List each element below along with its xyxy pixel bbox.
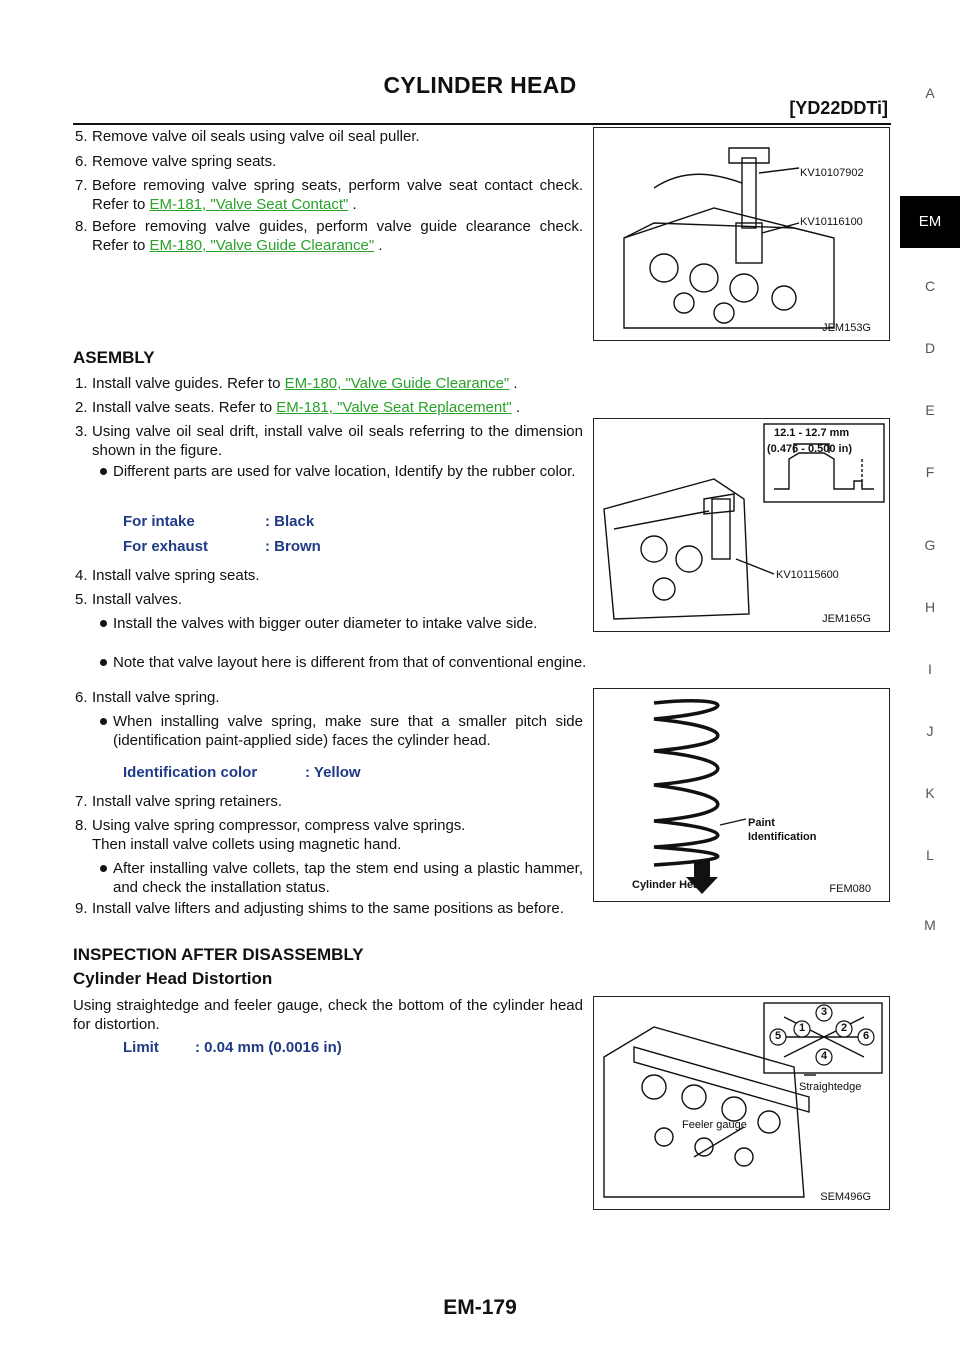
spec-intake-label: For intake	[123, 513, 195, 530]
spec-exhaust-label: For exhaust	[123, 538, 209, 555]
heading-assembly: ASEMBLY	[73, 348, 155, 367]
figure-code-2: JEM165G	[822, 613, 871, 625]
figure-code-3: FEM080	[829, 883, 871, 895]
step-install-spring-seats: 4. Install valve spring seats.	[75, 567, 260, 584]
step-valve-guide-check: 8. Before removing valve guides, perform valve guide clearance check. Refer to EM-180, "Valve Guide Clearance" .	[75, 218, 583, 254]
figure-code-4: SEM496G	[820, 1191, 871, 1203]
step-remove-spring-seats: 6. Remove valve spring seats.	[75, 153, 277, 170]
step-install-lifters: 9. Install valve lifters and adjusting shims to the same positions as before.	[75, 900, 564, 917]
bullet-rubber-color: Different parts are used for valve location, Identify by the rubber color.	[113, 462, 583, 481]
page-number: EM-179	[443, 1296, 517, 1319]
tab-i[interactable]: I	[928, 661, 932, 677]
figure-head-distortion	[593, 996, 890, 1210]
bullet-tap-stem: After installing valve collets, tap the stem end using a plastic hammer, and check the installation status.	[113, 859, 583, 897]
oil-seal-puller-illustration	[594, 128, 889, 340]
link-valve-seat-contact[interactable]: EM-181, "Valve Seat Contact"	[149, 196, 349, 213]
step-install-oil-seals: 3. Using valve oil seal drift, install valve oil seals referring to the dimension shown in the figure.	[75, 423, 583, 459]
step-install-seats: 2. Install valve seats. Refer to EM-181, "Valve Seat Replacement" .	[75, 399, 521, 416]
spec-color-value: : Yellow	[305, 764, 361, 781]
tool-label-drift: KV10115600	[776, 569, 839, 581]
feeler-gauge-label: Feeler gauge	[682, 1119, 747, 1131]
heading-inspection: INSPECTION AFTER DISASSEMBLY	[73, 945, 364, 964]
text-distortion-check: Using straightedge and feeler gauge, check the bottom of the cylinder head for distortion.	[73, 997, 583, 1033]
page-title: CYLINDER HEAD	[383, 72, 577, 98]
content-column	[73, 0, 587, 1358]
cylinder-head-label: Cylinder Head	[632, 879, 706, 891]
tab-f[interactable]: F	[925, 464, 935, 480]
paint-label-1: Paint	[748, 817, 775, 829]
tab-e[interactable]: E	[925, 402, 935, 418]
figure-oil-seal-puller	[593, 127, 890, 341]
bullet-pitch-side: When installing valve spring, make sure that a smaller pitch side (identification paint-applied side) faces the cylinder head.	[113, 712, 583, 750]
tab-l[interactable]: L	[926, 847, 934, 863]
valve-spring-illustration	[594, 689, 889, 901]
link-valve-guide-clearance-2[interactable]: EM-180, "Valve Guide Clearance"	[284, 375, 510, 392]
dim-label-in: (0.476 - 0.500 in)	[767, 443, 852, 455]
link-valve-guide-clearance[interactable]: EM-180, "Valve Guide Clearance"	[149, 237, 375, 254]
tab-c[interactable]: C	[924, 278, 936, 294]
tab-em[interactable]: EM	[900, 196, 960, 248]
tab-a[interactable]: A	[925, 85, 935, 101]
spec-limit-label: Limit	[123, 1039, 159, 1056]
spec-color-label: Identification color	[123, 764, 258, 781]
spec-intake-value: : Black	[265, 513, 315, 530]
figure-code-1: JEM153G	[822, 322, 871, 334]
straightedge-label: Straightedge	[799, 1081, 862, 1093]
position-6: 6	[862, 1030, 870, 1042]
position-2: 2	[840, 1022, 848, 1034]
figure-valve-spring	[593, 688, 890, 902]
figure-oil-seal-drift	[593, 418, 890, 632]
paint-label-2: Identification	[748, 831, 817, 843]
position-3: 3	[820, 1006, 828, 1018]
position-5: 5	[774, 1030, 782, 1042]
step-install-retainers: 7. Install valve spring retainers.	[75, 793, 283, 810]
link-valve-seat-replacement[interactable]: EM-181, "Valve Seat Replacement"	[276, 399, 512, 416]
spec-exhaust-value: : Brown	[265, 538, 321, 555]
step-install-spring: 6. Install valve spring.	[75, 689, 220, 706]
tab-d[interactable]: D	[924, 340, 936, 356]
spec-limit-value: : 0.04 mm (0.0016 in)	[195, 1039, 342, 1056]
step-install-guides: 1. Install valve guides. Refer to EM-180, "Valve Guide Clearance" .	[75, 375, 518, 392]
tab-j[interactable]: J	[926, 723, 934, 739]
position-4: 4	[820, 1050, 828, 1062]
step-remove-oil-seals: 5. Remove valve oil seals using valve oil seal puller.	[75, 128, 420, 145]
position-1: 1	[798, 1022, 806, 1034]
tab-m[interactable]: M	[924, 917, 936, 933]
tab-h[interactable]: H	[924, 599, 936, 615]
bullet-valve-diameter: Install the valves with bigger outer diameter to intake valve side.	[113, 614, 583, 633]
tab-g[interactable]: G	[924, 537, 936, 553]
heading-head-distortion: Cylinder Head Distortion	[73, 969, 273, 988]
tool-label-2: KV10116100	[800, 216, 863, 228]
dim-label-mm: 12.1 - 12.7 mm	[774, 427, 850, 439]
bullet-valve-layout: Note that valve layout here is different from that of conventional engine.	[113, 653, 713, 672]
step-install-valves: 5. Install valves.	[75, 591, 183, 608]
step-compress-springs: 8. Using valve spring compressor, compress valve springs. Then install valve collets using magnetic hand.	[75, 817, 466, 853]
tab-k[interactable]: K	[925, 785, 935, 801]
engine-code: [YD22DDTi]	[789, 98, 888, 118]
step-valve-seat-check: 7. Before removing valve spring seats, perform valve seat contact check. Refer to EM-181, "Valve Seat Contact" .	[75, 177, 583, 213]
tool-label-1: KV10107902	[800, 167, 864, 179]
